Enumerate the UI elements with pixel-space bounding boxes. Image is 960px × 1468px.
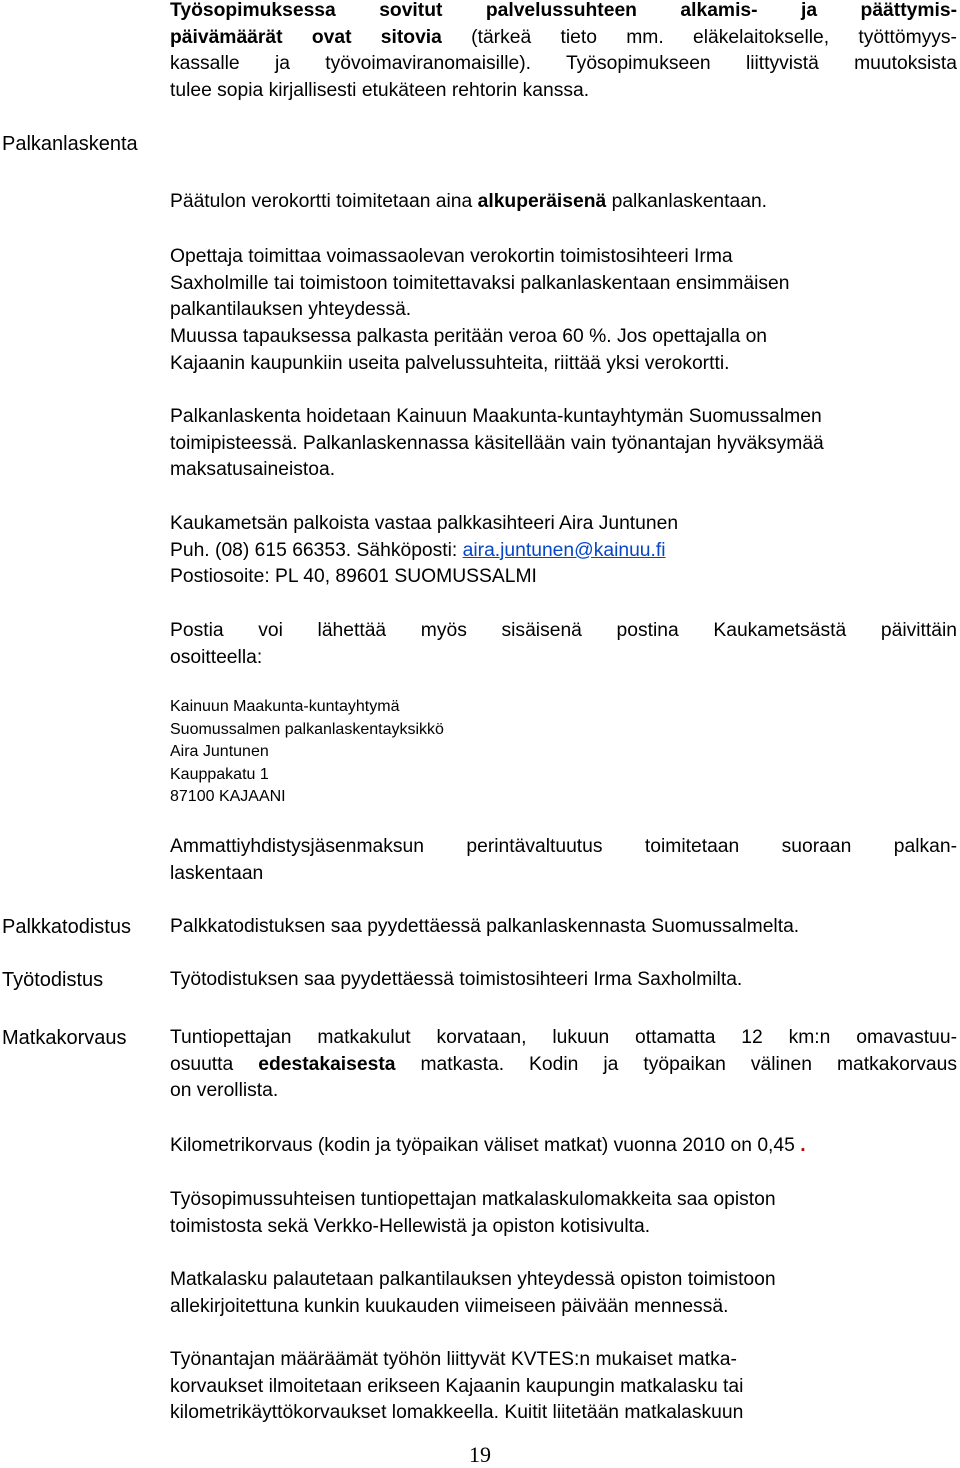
address-line: Suomussalmen palkanlaskentayksikkö	[170, 720, 444, 738]
address-line: Kainuun Maakunta-kuntayhtymä	[170, 698, 400, 715]
text-line: allekirjoitettuna kunkin kuukauden viimeiseen päivään mennessä.	[170, 1295, 729, 1317]
sidebar-label-palkkatodistus: Palkkatodistus	[2, 916, 131, 938]
bold-text: Työsopimuksessa sovitut palvelussuhteen alkamis- ja päättymis-	[170, 0, 957, 21]
text-line: korvaukset ilmoitetaan erikseen Kajaanin kaupungin matkalasku tai	[170, 1375, 744, 1397]
mileage-paragraph	[170, 1133, 957, 1160]
employer-travel-paragraph	[170, 1347, 957, 1427]
text-line: toimipisteessä. Palkanlaskennassa käsitellään vain työnantajan hyväksymää	[170, 432, 824, 454]
union-fee-paragraph	[170, 834, 957, 887]
travel-costs-paragraph	[170, 1025, 957, 1105]
text-line: Opettaja toimittaa voimassaolevan verokortin toimistosihteeri Irma	[170, 246, 733, 267]
text-line: tulee sopia kirjallisesti etukäteen rehtorin kanssa.	[170, 80, 590, 102]
text-line	[170, 0, 957, 25]
text-line: Saxholmille tai toimistoon toimitettavaksi palkanlaskentaan ensimmäisen	[170, 272, 790, 294]
text-line	[170, 538, 957, 565]
travel-forms-paragraph	[170, 1187, 957, 1240]
text-span: matkasta. Kodin ja työpaikan välinen matkakorvaus	[395, 1053, 957, 1075]
text-span: (tärkeä tieto mm. eläkelaitokselle, työttömyys-	[441, 26, 957, 48]
text-line: Postiosoite: PL 40, 89601 SUOMUSSALMI	[170, 566, 537, 588]
tax-card-paragraph	[170, 189, 957, 216]
text-line: kassalle ja työvoimaviranomaisille). Työsopimukseen liittyvistä muutoksista	[170, 53, 957, 75]
text-line: Postia voi lähettää myös sisäisenä postina Kaukametsästä päivittäin	[170, 620, 957, 641]
text-line	[170, 25, 957, 52]
bold-text: edestakaisesta	[258, 1053, 396, 1075]
text-line: Muussa tapauksessa palkasta peritään veroa 60 %. Jos opettajalla on	[170, 326, 768, 348]
text-line: on verollista.	[170, 1080, 279, 1102]
text-line: toimistosta sekä Verkko-Hellewistä ja opiston kotisivulta.	[170, 1215, 651, 1237]
sidebar-label-tyotodistus: Työtodistus	[2, 969, 104, 991]
internal-mail-paragraph	[170, 618, 957, 671]
text-line: Palkanlaskenta hoidetaan Kainuun Maakunta-kuntayhtymän Suomussalmen	[170, 406, 822, 427]
text-line	[170, 1052, 957, 1079]
text-line: Työnantajan määräämät työhön liittyvät KVTES:n mukaiset matka-	[170, 1349, 737, 1370]
email-link[interactable]: aira.juntunen@kainuu.fi	[462, 539, 666, 561]
text-line: Matkalasku palautetaan palkantilauksen yhteydessä opiston toimistoon	[170, 1269, 776, 1290]
text-line: laskentaan	[170, 862, 264, 884]
text-span: Päätulon verokortti toimitetaan aina	[170, 191, 478, 212]
text-span: osuutta	[170, 1053, 259, 1075]
contract-paragraph	[170, 0, 957, 105]
text-line: kilometrikäyttökorvaukset lomakkeella. Kuitit liitetään matkalaskuun	[170, 1402, 744, 1424]
text-line: Ammattiyhdistysjäsenmaksun perintävaltuutus toimitetaan suoraan palkan-	[170, 836, 957, 857]
bold-text: päivämäärät ovat sitovia	[170, 26, 442, 48]
text-line: palkantilauksen yhteydessä.	[170, 299, 412, 321]
contact-paragraph	[170, 511, 957, 591]
address-line: Kauppakatu 1	[170, 765, 269, 783]
text-line: osoitteella:	[170, 646, 263, 668]
page-number: 19	[469, 1442, 491, 1467]
address-line: Aira Juntunen	[170, 743, 269, 760]
phone-text: Puh. (08) 615 66353. Sähköposti:	[170, 539, 463, 561]
address-line: 87100 KAJAANI	[170, 788, 286, 805]
teacher-tax-paragraph	[170, 244, 957, 378]
work-certificate-text: Työtodistuksen saa pyydettäessä toimistosihteeri Irma Saxholmilta.	[170, 969, 743, 990]
text-span: Kilometrikorvaus (kodin ja työpaikan väliset matkat) vuonna 2010 on 0,45	[170, 1135, 801, 1156]
text-line: Tuntiopettajan matkakulut korvataan, lukuun ottamatta 12 km:n omavastuu-	[170, 1027, 957, 1048]
text-line: Kajaanin kaupunkiin useita palvelussuhteita, riittää yksi verokortti.	[170, 352, 730, 374]
bold-text: alkuperäisenä	[477, 191, 607, 212]
text-line: maksatusaineistoa.	[170, 459, 336, 481]
sidebar-label-matkakorvaus: Matkakorvaus	[2, 1027, 127, 1049]
payroll-handling-paragraph	[170, 404, 957, 484]
sidebar-label-palkanlaskenta: Palkanlaskenta	[2, 133, 138, 155]
travel-return-paragraph	[170, 1267, 957, 1320]
postal-address	[170, 696, 957, 809]
salary-certificate-text: Palkkatodistuksen saa pyydettäessä palkanlaskennasta Suomussalmelta.	[170, 916, 800, 937]
text-span: palkanlaskentaan.	[606, 191, 768, 212]
red-dot: .	[800, 1135, 806, 1156]
text-line: Työsopimussuhteisen tuntiopettajan matkalaskulomakkeita saa opiston	[170, 1189, 776, 1210]
text-line: Kaukametsän palkoista vastaa palkkasihteeri Aira Juntunen	[170, 513, 679, 534]
